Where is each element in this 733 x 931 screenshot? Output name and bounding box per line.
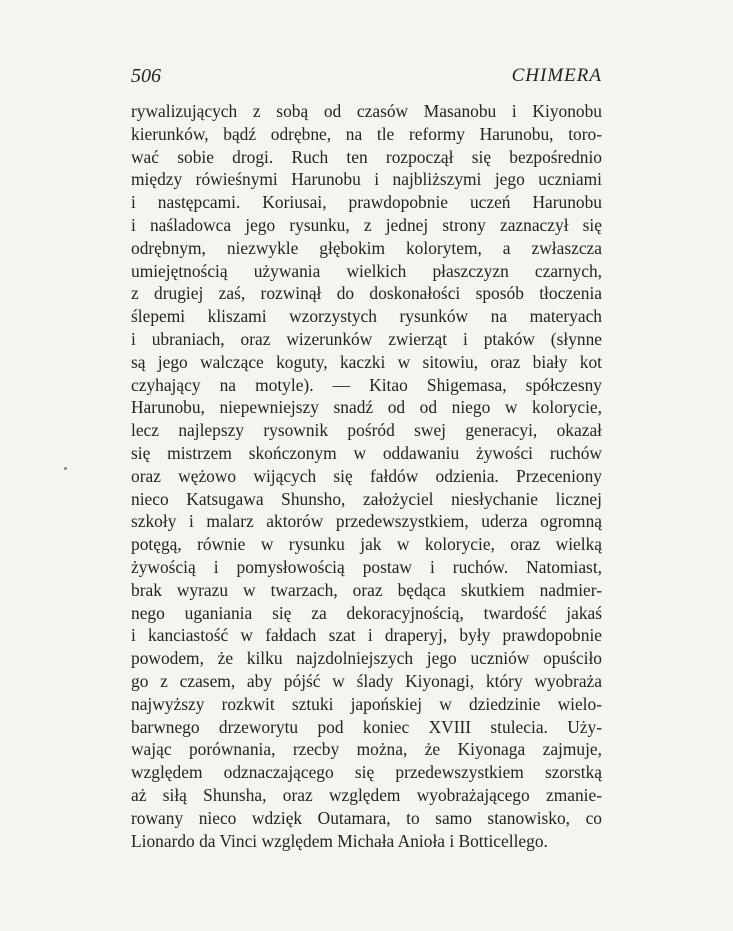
text-line: są jego walczące koguty, kaczki w sitowiu, oraz biały kot	[131, 351, 602, 372]
text-line: ślepemi kliszami wzorzystych rysunków na materyach	[131, 306, 602, 327]
text-line: żywością i pomysłowością postaw i ruchów. Natomiast,	[131, 556, 602, 577]
text-line: i naśladowca jego rysunku, z jednej strony zaznaczył się	[131, 214, 602, 235]
text-line: najwyższy rozkwit sztuki japońskiej w dziedzinie wielo-	[131, 693, 602, 714]
text-line: z drugiej zaś, rozwinął do doskonałości sposób tłoczenia	[131, 283, 602, 304]
text-line: czyhający na motyle). — Kitao Shigemasa, spółczesny	[131, 374, 602, 395]
text-line: potęgą, równie w rysunku jak w kolorycie, oraz wielką	[131, 534, 602, 555]
text-line: oraz wężowo wijących się fałdów odzienia. Przeceniony	[131, 465, 602, 486]
text-line: wać sobie drogi. Ruch ten rozpoczął się bezpośrednio	[131, 146, 602, 167]
text-line: się mistrzem skończonym w oddawaniu żywości ruchów	[131, 442, 602, 463]
text-line: i następcami. Koriusai, prawdopobnie uczeń Harunobu	[131, 192, 602, 213]
stray-ink-mark	[64, 467, 67, 470]
text-line: nieco Katsugawa Shunsho, założyciel niesłychanie licznej	[131, 488, 602, 509]
page-header	[131, 62, 602, 90]
text-line: lecz najlepszy rysownik pośród swej generacyi, okazał	[131, 420, 602, 441]
text-line: kierunków, bądź odrębne, na tle reformy Harunobu, toro-	[131, 123, 602, 144]
text-line: umiejętnością używania wielkich płaszczyzn czarnych,	[131, 260, 602, 281]
text-line: barwnego drzeworytu pod koniec XVIII stulecia. Uży-	[131, 716, 602, 737]
text-line: go z czasem, aby pójść w ślady Kiyonagi, który wyobraża	[131, 670, 602, 691]
text-line: i kanciastość w fałdach szat i draperyj, były prawdopobnie	[131, 625, 602, 646]
text-line: rowany nieco wdzięk Outamara, to samo stanowisko, co	[131, 807, 602, 828]
text-line: względem odznaczającego się przedewszystkiem szorstką	[131, 762, 602, 783]
text-line: powodem, że kilku najzdolniejszych jego uczniów opuściło	[131, 648, 602, 669]
text-line: Lionardo da Vinci względem Michała Anioła i Botticellego.	[131, 830, 548, 851]
text-line: rywalizujących z sobą od czasów Masanobu i Kiyonobu	[131, 101, 602, 121]
text-line: i ubraniach, oraz wizerunków zwierząt i ptaków (słynne	[131, 328, 602, 349]
text-line: brak wyrazu w twarzach, oraz będąca skutkiem nadmier-	[131, 579, 602, 600]
text-line: między rówieśnymi Harunobu i najbliższymi jego uczniami	[131, 169, 602, 190]
text-line: aż siłą Shunsha, oraz względem wyobrażającego zmanie-	[131, 784, 602, 805]
text-line: wając porównania, rzecby można, że Kiyonaga zajmuje,	[131, 739, 602, 760]
running-title: CHIMERA	[511, 65, 602, 86]
text-line: szkoły i malarz aktorów przedewszystkiem, uderza ogromną	[131, 511, 602, 532]
text-line: odrębnym, niezwykle głębokim kolorytem, a zwłaszcza	[131, 237, 602, 258]
page-number: 506	[131, 65, 161, 87]
body-text	[131, 100, 602, 852]
text-line: Harunobu, niepewniejszy snadź od od niego w kolorycie,	[131, 397, 602, 418]
text-line: nego uganiania się za dekoracyjnością, twardość jakaś	[131, 602, 602, 623]
